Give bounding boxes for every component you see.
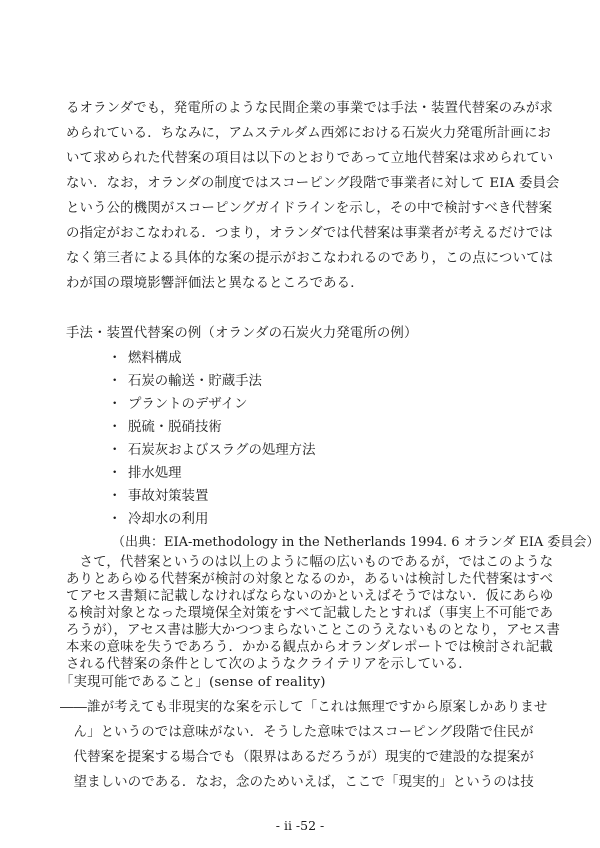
paragraph1-line: められている．ちなみに，アムステルダム西郊における石炭火力発電所計画にお [66,126,552,141]
paragraph2-line: さて，代替案というのは以上のように幅の広いものであるが，ではこのような [66,555,554,570]
page-number: - ii -52 - [275,818,325,833]
bullet-dot: ・ [108,489,122,504]
list-title: 手法・装置代替案の例（オランダの石炭火力発電所の例） [66,326,418,341]
list-item-text: 冷却水の利用 [128,512,209,527]
list-item-text: 燃料構成 [128,351,182,366]
paragraph2-line: 本来の意味を失うであろう．かかる観点からオランダレポートでは検討され記載 [66,640,553,655]
list-item [108,441,528,461]
bullet-dot: ・ [108,420,122,435]
list-item [108,487,528,507]
list-item-text: プラントのデザイン [128,397,248,412]
criterion-text-line: ――誰が考えても非現実的な案を示して「これは無理ですから原案しかありませ [60,700,548,715]
paragraph2-line: ありとあらゆる代替案が検討の対象となるのか，あるいは検討した代替案はすべ [66,572,554,587]
paragraph1-line: の指定がおこなわれる．つまり，オランダでは代替案は事業者が考えるだけでは [66,226,553,241]
paragraph1-line: いて求められた代替案の項目は以下のとおりであって立地代替案は求められてい [66,151,554,166]
bullet-dot: ・ [108,512,122,527]
criterion-text-line: 代替案を提案する場合でも（限界はあるだろうが）現実的で建設的な提案が [60,750,534,765]
bullet-dot: ・ [108,397,122,412]
paragraph2-line: てアセス書類に記載しなければならないのかといえばそうではない．仮にあらゆ [66,589,554,604]
criterion-text-line: ん」というのでは意味がない．そうした意味ではスコーピング段階で住民が [60,725,534,740]
list-item [108,349,528,369]
source-citation: （出典：EIA-methodology in the Netherlands 1994. 6 オランダ EIA 委員会） [112,535,600,550]
list-item-text: 石炭の輸送・貯蔵手法 [128,374,262,389]
list-item [108,418,528,438]
paragraph2-line: される代替案の条件として次のようなクライテリアを示している． [66,657,472,672]
bullet-dot: ・ [108,374,122,389]
criterion-heading: 「実現可能であること」(sense of reality) [60,675,326,690]
list-item-text: 排水処理 [128,466,182,481]
list-item-text: 事故対策装置 [128,489,209,504]
paragraph1-line: わが国の環境影響評価法と異なるところである． [66,276,364,291]
bullet-dot: ・ [108,466,122,481]
list-item [108,464,528,484]
list-item [108,510,528,530]
bullet-dot: ・ [108,443,122,458]
paragraph2-line: ろうが），アセス書は膨大かつつまらないことこのうえないものとなり，アセス書 [66,623,561,638]
list-item [108,372,528,392]
list-item-text: 石炭灰およびスラグの処理方法 [128,443,316,458]
list-item-text: 脱硫・脱硝技術 [128,420,222,435]
paragraph1-line: ない．なお，オランダの制度ではスコーピング段階で事業者に対して EIA 委員会 [66,176,560,191]
bullet-dot: ・ [108,351,122,366]
paragraph1-line: るオランダでも，発電所のような民間企業の事業では手法・装置代替案のみが求 [66,101,553,116]
paragraph1-line: なく第三者による具体的な案の提示がおこなわれるのであり，この点については [66,251,554,266]
criterion-text-line: 望ましいのである．なお，念のためいえば，ここで「現実的」というのは技 [60,775,534,790]
paragraph2-line: る検討対象となった環境保全対策をすべて記載したとすれば（事実上不可能であ [66,606,554,621]
list-item [108,395,528,415]
paragraph1-line: という公的機関がスコーピングガイドラインを示し，その中で検討すべき代替案 [66,201,553,216]
